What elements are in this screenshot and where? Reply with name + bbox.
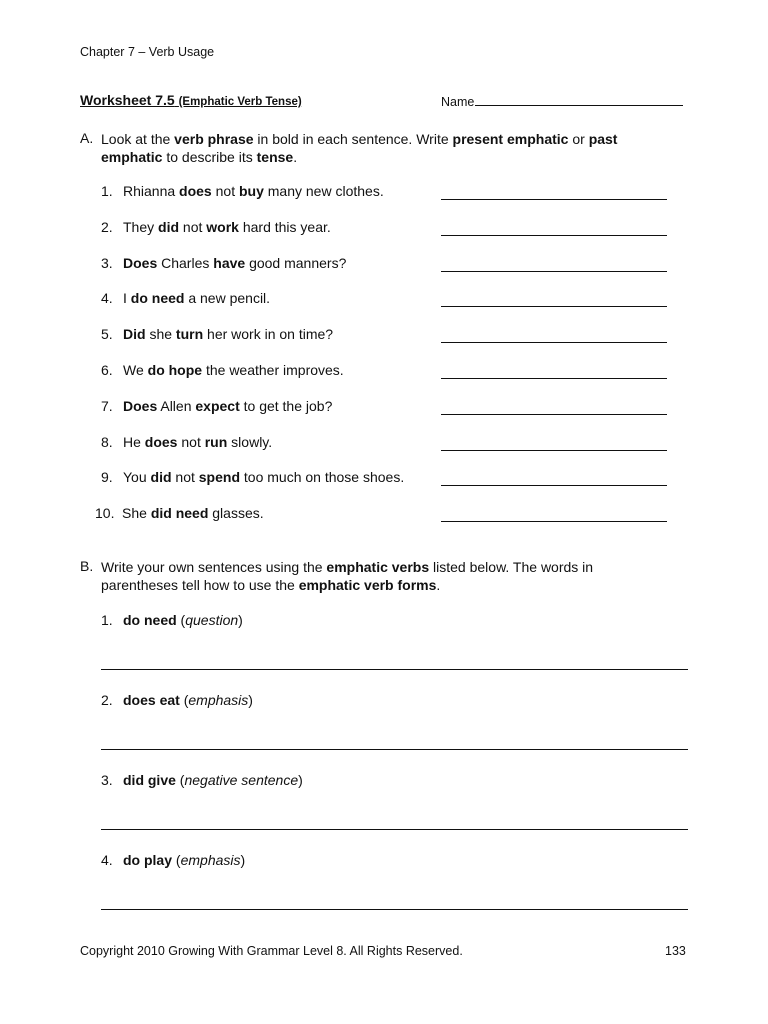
section-b-instructions (101, 558, 671, 594)
text-run: hard this year. (238, 218, 331, 235)
question-number: 3. (101, 254, 113, 271)
emphatic-verb: did give (123, 772, 176, 788)
usage-hint: question (185, 612, 239, 628)
section-a-letter: A. (80, 130, 94, 146)
prompt-item: 4. do play (emphasis) (101, 852, 246, 868)
text-run: Write your own sentences using the (101, 559, 327, 575)
bold-text: have (213, 254, 246, 271)
prompt-number: 3. (101, 772, 113, 788)
sentence-blank-line[interactable] (101, 909, 688, 910)
text-run: glasses. (208, 505, 264, 522)
bold-text: does (179, 183, 212, 199)
question-number: 7. (101, 397, 113, 414)
text-run: not (177, 433, 205, 450)
text-run: or (568, 131, 589, 147)
name-field[interactable] (441, 94, 683, 109)
text-run: not (179, 218, 207, 235)
usage-hint: negative sentence (184, 772, 299, 788)
bold-text: Did (123, 326, 146, 343)
bold-text: does (144, 433, 178, 450)
prompt-item: 2. does eat (emphasis) (101, 692, 253, 708)
answer-blank-line[interactable] (441, 306, 667, 307)
sentence-blank-line[interactable] (101, 749, 688, 750)
answer-blank-line[interactable] (441, 235, 667, 236)
bold-text: emphatic verbs (326, 559, 430, 575)
usage-hint: emphasis (180, 852, 241, 868)
bold-text: do need (130, 290, 185, 307)
worksheet-title (80, 92, 302, 108)
bold-text: present emphatic (452, 131, 569, 147)
prompt-number: 4. (101, 852, 113, 868)
bold-text: verb phrase (174, 131, 254, 147)
sentence-blank-line[interactable] (101, 669, 688, 670)
answer-blank-line[interactable] (441, 414, 667, 415)
bold-text: expect (195, 397, 240, 414)
text-run: . (436, 577, 441, 593)
text-run: not (171, 469, 199, 486)
prompt-item: 3. did give (negative sentence) (101, 772, 303, 788)
text-run: a new pencil. (184, 290, 271, 307)
question-item (101, 183, 384, 199)
bold-text: past emphatic (101, 131, 618, 165)
question-item (101, 398, 332, 414)
answer-blank-line[interactable] (441, 485, 667, 486)
sentence-blank-line[interactable] (101, 829, 688, 830)
bold-text: tense (256, 149, 294, 165)
text-run: the weather improves. (202, 362, 344, 378)
question-item (101, 255, 346, 271)
question-item (101, 290, 270, 306)
text-run: Charles (157, 254, 214, 271)
text-run: not (211, 183, 239, 199)
page-number: 133 (665, 944, 686, 958)
emphatic-verb: do need (123, 612, 177, 628)
prompt-number: 1. (101, 612, 113, 628)
text-run: to describe its (162, 149, 257, 165)
emphatic-verb: do play (123, 852, 173, 868)
text-run: she (145, 326, 176, 343)
question-number: 6. (101, 362, 113, 378)
question-item (101, 362, 344, 378)
text-run: We (123, 362, 148, 378)
question-item (95, 505, 264, 522)
bold-text: do hope (147, 362, 203, 378)
worksheet-subtitle: (Emphatic Verb Tense) (178, 96, 302, 108)
text-run: Rhianna (123, 183, 180, 199)
text-run: her work in on time? (203, 326, 334, 343)
bold-text: run (204, 433, 228, 450)
question-item (101, 469, 404, 485)
text-run: slowly. (227, 433, 273, 450)
question-item (101, 326, 333, 342)
question-number: 4. (101, 290, 113, 307)
chapter-heading: Chapter 7 – Verb Usage (80, 45, 215, 59)
usage-hint: emphasis (188, 692, 249, 708)
section-b-letter: B. (80, 558, 94, 574)
prompt-number: 2. (101, 692, 113, 708)
bold-text: Does (123, 397, 158, 414)
text-run: too much on those shoes. (240, 469, 405, 486)
text-run: I (123, 290, 131, 307)
bold-text: work (206, 218, 239, 235)
question-number: 5. (101, 326, 113, 343)
text-run: She (122, 505, 151, 522)
text-run: in bold in each sentence. Write (253, 131, 453, 147)
question-number: 9. (101, 469, 113, 486)
bold-text: Does (123, 254, 158, 271)
bold-text: emphatic verb forms (298, 577, 437, 593)
text-run: They (123, 218, 159, 235)
copyright-footer: Copyright 2010 Growing With Grammar Level 8. All Rights Reserved. (80, 944, 463, 958)
emphatic-verb: does eat (123, 692, 180, 708)
bold-text: did (150, 469, 172, 486)
question-number: 10. (95, 505, 115, 522)
bold-text: did need (150, 505, 209, 522)
bold-text: did (158, 218, 180, 235)
question-item (101, 219, 331, 235)
text-run: You (123, 469, 151, 486)
name-label: Name (441, 95, 475, 109)
answer-blank-line[interactable] (441, 378, 667, 379)
text-run: many new clothes. (263, 183, 384, 199)
prompt-item: 1. do need (question) (101, 612, 243, 628)
answer-blank-line[interactable] (441, 521, 667, 522)
text-run: He (123, 433, 145, 450)
question-item (101, 434, 272, 450)
question-number: 2. (101, 218, 113, 235)
worksheet-title-text: Worksheet 7.5 (80, 92, 175, 108)
answer-blank-line[interactable] (441, 342, 667, 343)
section-a-instructions (101, 130, 671, 166)
text-run: to get the job? (239, 397, 333, 414)
question-number: 8. (101, 433, 113, 450)
answer-blank-line[interactable] (441, 271, 667, 272)
text-run: listed below. The words in parentheses tell how to use the (101, 559, 594, 593)
text-run: Allen (157, 397, 196, 414)
name-blank-line[interactable] (475, 94, 683, 106)
text-run: Look at the (101, 131, 175, 147)
bold-text: spend (198, 469, 240, 486)
question-number: 1. (101, 183, 113, 199)
bold-text: turn (175, 326, 204, 343)
answer-blank-line[interactable] (441, 450, 667, 451)
answer-blank-line[interactable] (441, 199, 667, 200)
text-run: . (293, 149, 298, 165)
bold-text: buy (238, 183, 264, 199)
text-run: good manners? (245, 254, 347, 271)
